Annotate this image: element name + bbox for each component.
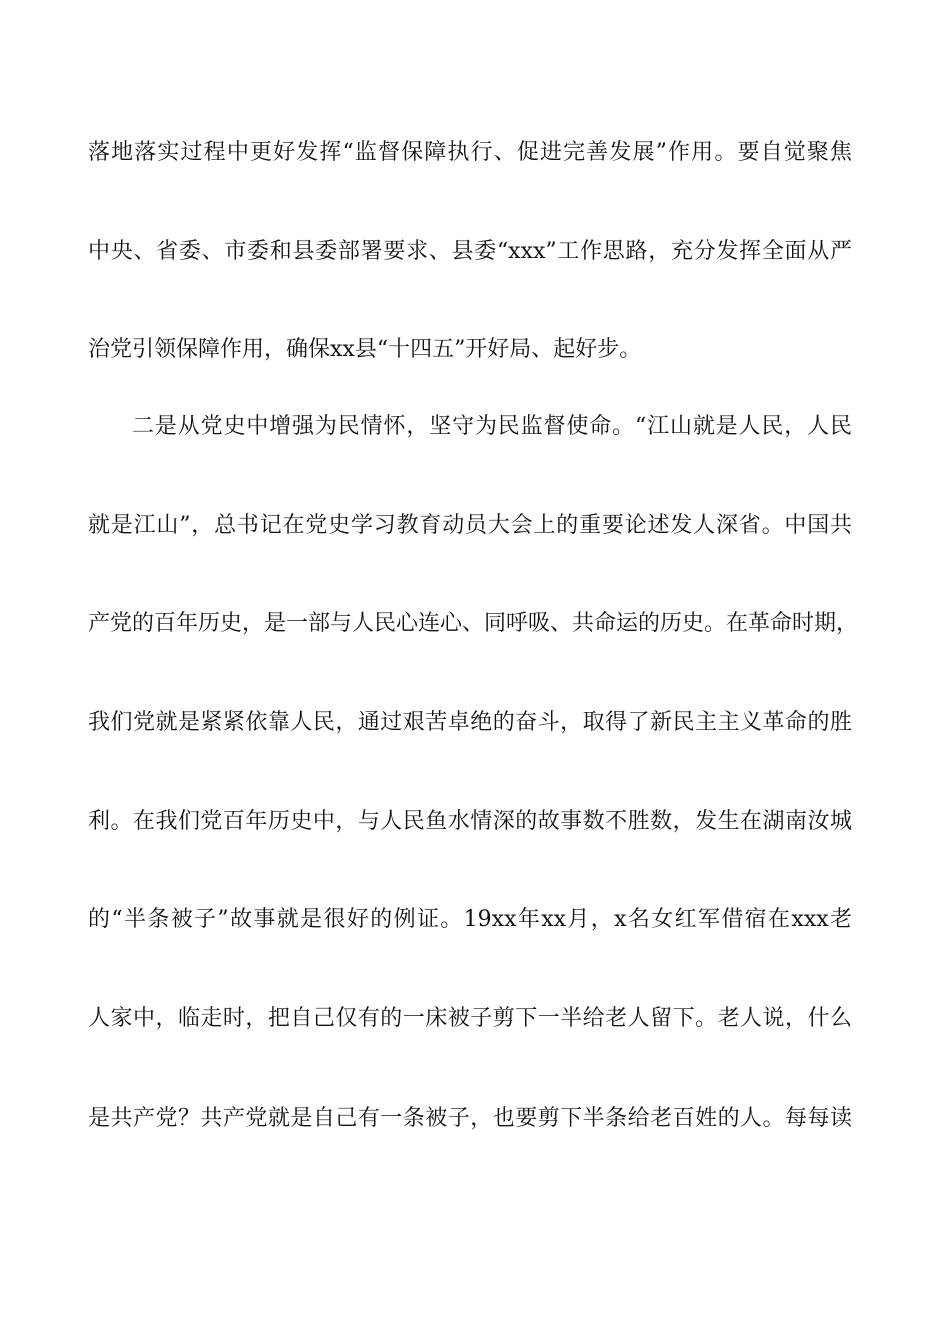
- paragraph-line-4: 二是从党史中增强为民情怀，坚守为民监督使命。“江山就是人民，人民: [132, 414, 852, 439]
- paragraph-line-7: 我们党就是紧紧依靠人民，通过艰苦卓绝的奋斗，取得了新民主主义革命的胜: [88, 710, 852, 735]
- paragraph-line-10: 人家中，临走时，把自己仅有的一床被子剪下一半给老人留下。老人说，什么: [88, 1006, 852, 1031]
- paragraph-line-5: 就是江山”，总书记在党史学习教育动员大会上的重要论述发人深省。中国共: [88, 513, 852, 538]
- paragraph-line-11: 是共产党？共产党就是自己有一条被子，也要剪下半条给老百姓的人。每每读: [88, 1106, 852, 1131]
- paragraph-line-6: 产党的百年历史，是一部与人民心连心、同呼吸、共命运的历史。在革命时期，: [88, 611, 859, 636]
- paragraph-line-8: 利。在我们党百年历史中，与人民鱼水情深的故事数不胜数，发生在湖南汝城: [88, 809, 852, 834]
- paragraph-line-2: 中央、省委、市委和县委部署要求、县委“xxx”工作思路，充分发挥全面从严: [88, 239, 852, 264]
- paragraph-line-3: 治党引领保障作用，确保xx县“十四五”开好局、起好步。: [88, 337, 642, 362]
- paragraph-line-9: 的“半条被子”故事就是很好的例证。19xx年xx月，x名女红军借宿在xxx老: [88, 907, 852, 932]
- paragraph-line-1: 落地落实过程中更好发挥“监督保障执行、促进完善发展”作用。要自觉聚焦: [88, 140, 852, 165]
